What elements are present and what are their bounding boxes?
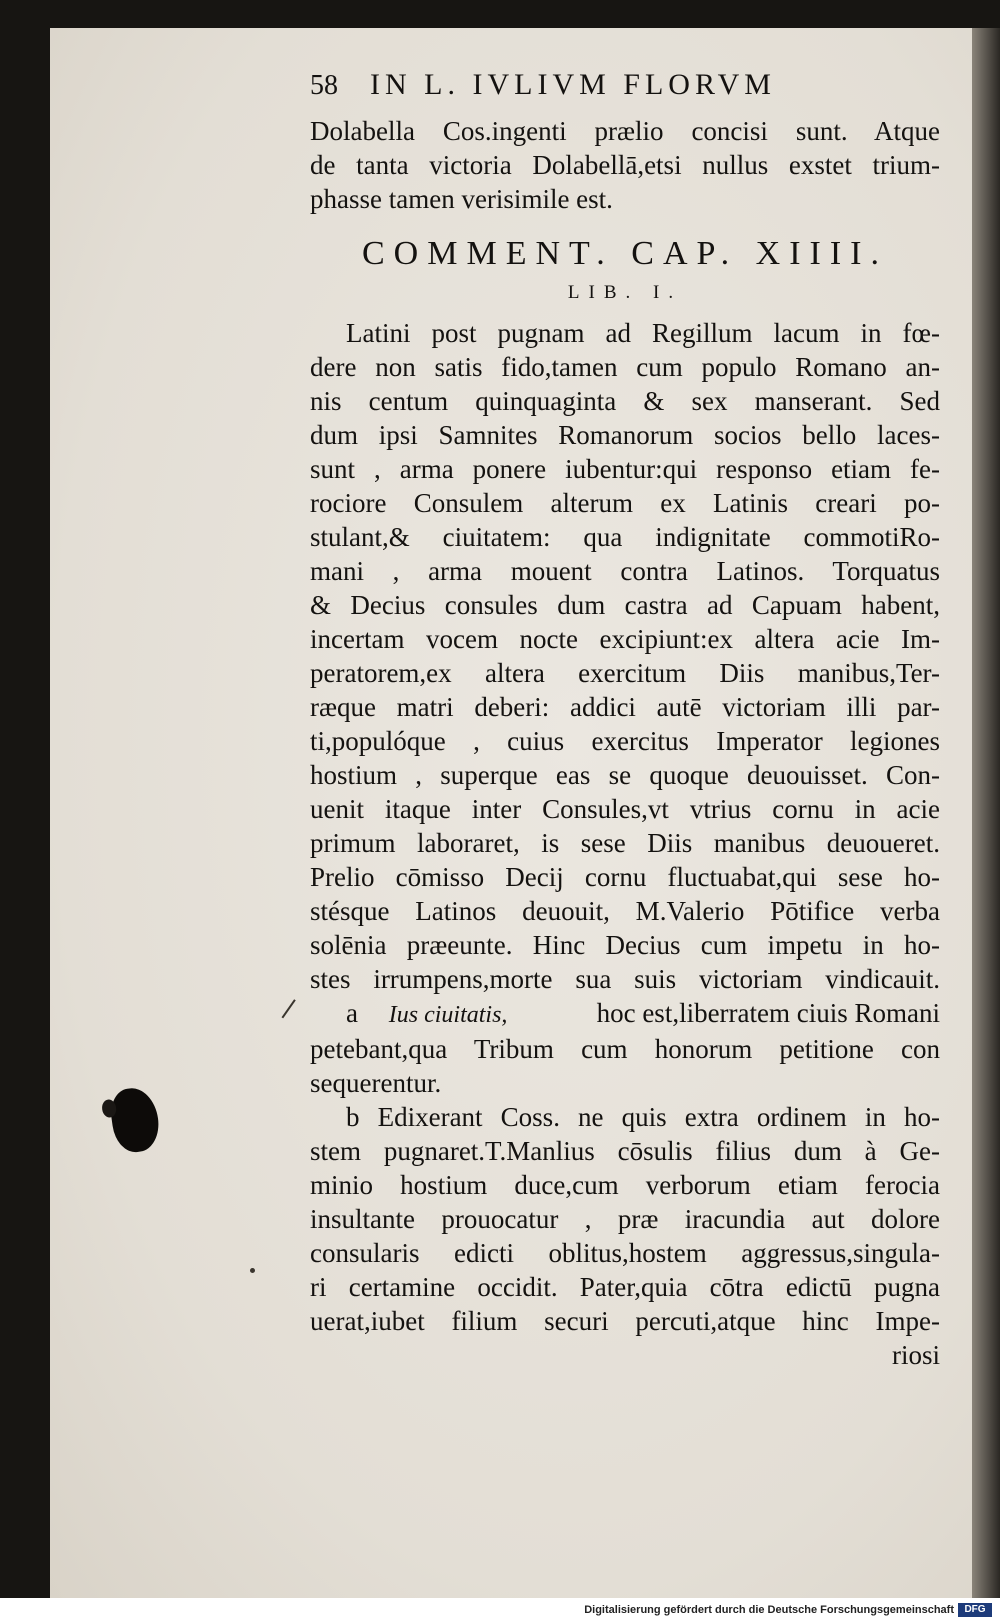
- text-line: stulant,& ciuitatem: qua indignitate commotiRo-: [310, 522, 940, 552]
- text-line: incertam vocem nocte excipiunt:ex altera acie Im-: [310, 624, 940, 654]
- text-line: sequerentur.: [310, 1068, 442, 1098]
- text-line: stésque Latinos deuouit, M.Valerio Pōtifice verba: [310, 896, 940, 926]
- text-line: minio hostium duce,cum verborum etiam ferocia: [310, 1170, 940, 1200]
- note-b-first-line: b Edixerant Coss. ne quis extra ordinem in ho-: [346, 1102, 940, 1132]
- dfg-logo-icon[interactable]: DFG: [958, 1603, 992, 1617]
- catchword: riosi: [891, 1340, 940, 1370]
- text-line: ræque matri deberi: addici autē victoriam illi par-: [310, 692, 940, 722]
- page-edge-shadow: [972, 28, 1000, 1598]
- text-line: hostium , superque eas se quoque deuouisset. Con-: [310, 760, 940, 790]
- note-a-first-line: [310, 996, 940, 1032]
- text-line: insultante prouocatur , præ iracundia aut dolore: [310, 1204, 940, 1234]
- text-line: solēnia præeunte. Hinc Decius cum impetu in ho-: [310, 930, 940, 960]
- text-line: dere non satis fido,tamen cum populo Romano an-: [310, 352, 940, 382]
- text-line: phasse tamen verisimile est.: [310, 184, 613, 214]
- note-letter: a: [346, 998, 358, 1028]
- text-line: consularis edicti oblitus,hostem aggressus,singula-: [310, 1238, 940, 1268]
- text-line: dum ipsi Samnites Romanorum socios bello laces-: [310, 420, 940, 450]
- text-line: Dolabella Cos.ingenti prælio concisi sunt. Atque: [310, 116, 940, 146]
- page-text: [310, 68, 940, 1372]
- text-line: Prelio cōmisso Decij cornu fluctuabat,qui sese ho-: [310, 862, 940, 892]
- text-line: peratorem,ex altera exercitum Diis manibus,Ter-: [310, 658, 940, 688]
- digitization-footer: [0, 1598, 1000, 1623]
- text-line: ti,populóque , cuius exercitus Imperator legiones: [310, 726, 940, 756]
- text-line: stem pugnaret.T.Manlius cōsulis filius dum à Ge-: [310, 1136, 940, 1166]
- page-number: 58: [310, 70, 338, 101]
- running-head: [310, 68, 940, 114]
- text-line: uenit itaque inter Consules,vt vtrius cornu in acie: [310, 794, 940, 824]
- text-line: ri certamine occidit. Pater,quia cōtra edictū pugna: [310, 1272, 940, 1302]
- note-b: [310, 1100, 940, 1338]
- text-line: Latini post pugnam ad Regillum lacum in fœ-: [346, 318, 940, 348]
- running-title: IN L. IVLIVM FLORVM: [370, 68, 776, 101]
- note-a-rest: hoc est,liberratem ciuis Romani: [596, 998, 940, 1028]
- text-line: stes irrumpens,morte sua suis victoriam vindicauit.: [310, 964, 940, 994]
- text-line: uerat,iubet filium securi percuti,atque hinc Impe-: [310, 1306, 940, 1336]
- text-line: petebant,qua Tribum cum honorum petitione con: [310, 1034, 940, 1064]
- text-line: primum laboraret, is sese Diis manibus deuoueret.: [310, 828, 940, 858]
- chapter-heading: COMMENT. CAP. XIIII.: [362, 235, 888, 272]
- text-line: & Decius consules dum castra ad Capuam habent,: [310, 590, 940, 620]
- chapter-subheading: LIB. I.: [567, 282, 683, 303]
- text-line: nis centum quinquaginta & sex manserant. Sed: [310, 386, 940, 416]
- text-line: de tanta victoria Dolabellā,etsi nullus exstet trium-: [310, 150, 940, 180]
- text-line: mani , arma mouent contra Latinos. Torquatus: [310, 556, 940, 586]
- text-line: sunt , arma ponere iubentur:qui responso etiam fe-: [310, 454, 940, 484]
- footer-credit: Digitalisierung gefördert durch die Deutsche Forschungsgemeinschaft: [584, 1604, 954, 1616]
- note-lemma: Ius ciuitatis,: [388, 1002, 508, 1028]
- paper-speck: [250, 1268, 255, 1273]
- note-a: [310, 996, 940, 1100]
- text-line: rociore Consulem alterum ex Latinis creari po-: [310, 488, 940, 518]
- main-paragraph: [310, 316, 940, 996]
- opening-paragraph: [310, 114, 940, 216]
